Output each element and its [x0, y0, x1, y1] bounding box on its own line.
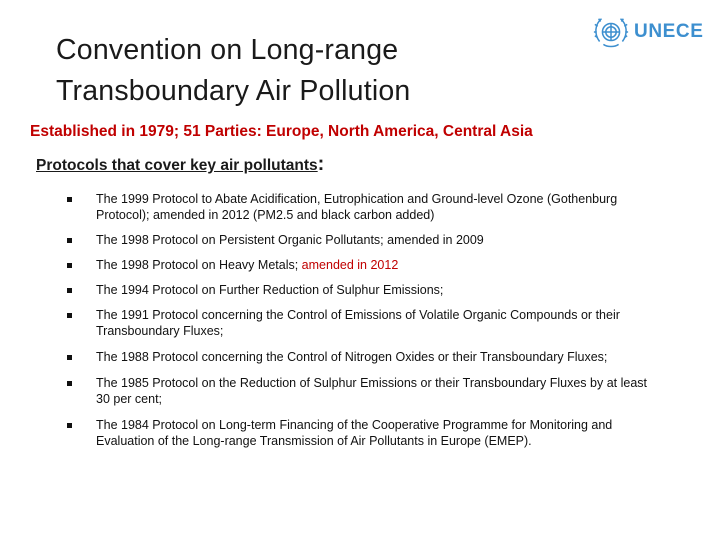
protocol-text: The 1985 Protocol on the Reduction of Sulphur Emissions or their Transboundary Fluxes by at least 30 per cent;: [96, 376, 647, 406]
square-bullet-icon: [67, 423, 72, 428]
protocol-item: [63, 282, 663, 298]
protocol-text: The 1994 Protocol on Further Reduction of Sulphur Emissions;: [96, 283, 444, 297]
protocol-text: The 1998 Protocol on Persistent Organic Pollutants;: [96, 233, 388, 247]
slide-title-line-2: Transboundary Air Pollution: [56, 75, 411, 107]
established-line: Established in 1979; 51 Parties: Europe, North America, Central Asia: [30, 123, 533, 140]
protocol-amendment-note: amended in 2012: [301, 258, 399, 272]
protocols-heading-text: Protocols that cover key air pollutants: [36, 157, 318, 174]
protocol-item: [63, 191, 663, 223]
protocol-item: [63, 307, 663, 339]
slide-title-line-1: Convention on Long-range: [56, 34, 399, 66]
slide-title: [56, 30, 410, 112]
square-bullet-icon: [67, 288, 72, 293]
protocols-heading: [36, 153, 324, 176]
protocol-item: [63, 375, 663, 407]
square-bullet-icon: [67, 355, 72, 360]
protocol-item: [63, 349, 663, 365]
protocol-list: [63, 191, 663, 449]
protocol-text: The 1991 Protocol concerning the Control of Emissions of Volatile Organic Compounds or their Transboundary Fluxes;: [96, 308, 620, 338]
unece-logo: [592, 13, 704, 51]
square-bullet-icon: [67, 263, 72, 268]
protocol-item: [63, 257, 663, 273]
un-emblem-icon: [592, 13, 630, 51]
protocols-heading-colon: :: [317, 153, 325, 175]
unece-logo-text: UNECE: [634, 21, 704, 42]
protocol-text: The 1998 Protocol on Heavy Metals;: [96, 258, 302, 272]
protocol-text: The 1988 Protocol concerning the Control of Nitrogen Oxides or their Transboundary Fluxes;: [96, 350, 608, 364]
square-bullet-icon: [67, 381, 72, 386]
square-bullet-icon: [67, 313, 72, 318]
protocol-item: [63, 232, 663, 248]
protocol-amendment-note: amended in 2009: [387, 233, 484, 247]
square-bullet-icon: [67, 197, 72, 202]
square-bullet-icon: [67, 238, 72, 243]
protocol-item: [63, 417, 663, 449]
protocol-text: The 1984 Protocol on Long-term Financing of the Cooperative Programme for Monitoring and Evaluation of the Long-range Transmission of Air Pollutants in Europe (EMEP).: [96, 418, 613, 448]
protocol-text: The 1999 Protocol to Abate Acidification, Eutrophication and Ground-level Ozone (Gothenburg Protocol); amended in 2012 (PM2.5 and black carbon added): [96, 192, 618, 222]
